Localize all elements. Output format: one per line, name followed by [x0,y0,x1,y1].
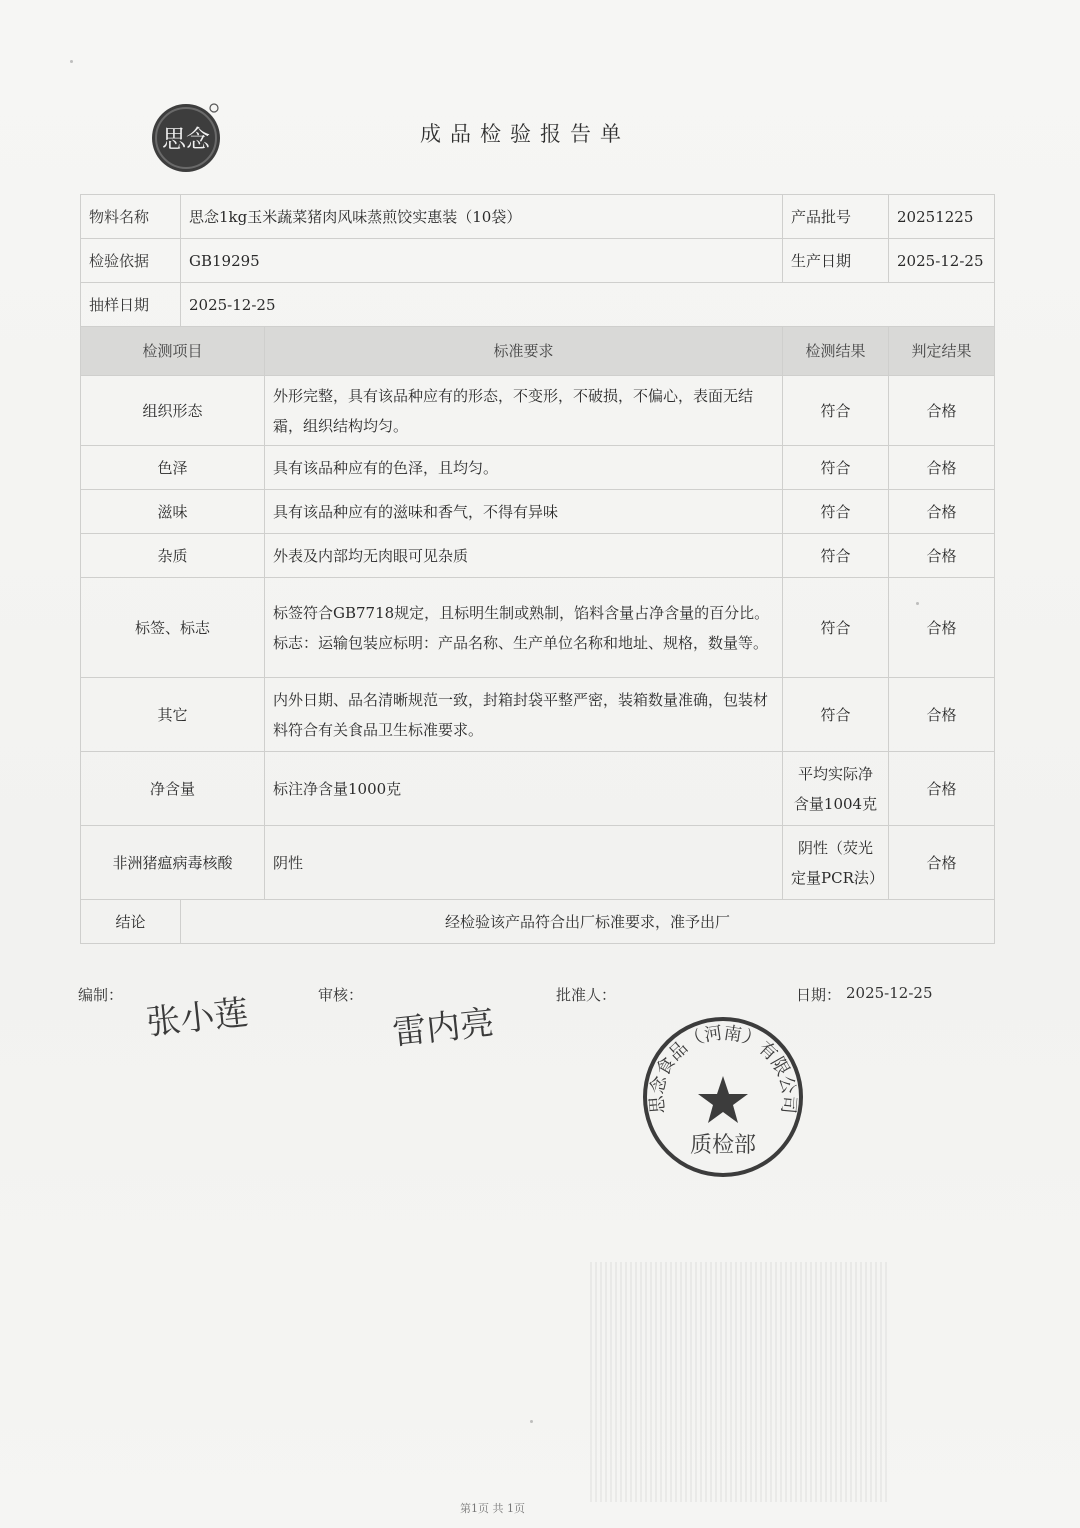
row-result: 符合 [783,376,889,446]
row-standard: 具有该品种应有的色泽，且均匀。 [265,446,783,490]
seal-company-text: 思念食品（河南）有限公司 [646,1022,800,1115]
row-standard: 外形完整，具有该品种应有的形态，不变形，不破损，不偏心，表面无结霜，组织结构均匀。 [265,376,783,446]
page-number: 第1页 共 1页 [460,1502,525,1515]
material-name-label: 物料名称 [81,195,181,239]
row-standard: 具有该品种应有的滋味和香气，不得有异味 [265,490,783,534]
table-row [81,752,995,826]
row-result: 符合 [783,678,889,752]
row-judgement: 合格 [889,534,995,578]
column-header-item: 检测项目 [81,327,265,376]
row-result: 符合 [783,490,889,534]
table-row [81,446,995,490]
row-standard: 标签符合GB7718规定，且标明生制或熟制，馅料含量占净含量的百分比。标志：运输包装应标明：产品名称、生产单位名称和地址、规格，数量等。 [265,578,783,678]
date-label: 日期： [796,986,842,1004]
company-seal [640,1014,806,1180]
scan-speck [70,60,73,63]
star-icon [698,1076,748,1123]
conclusion-text: 经检验该产品符合出厂标准要求，准予出厂 [181,900,995,944]
production-date-value: 2025-12-25 [889,239,995,283]
table-row [81,826,995,900]
table-row [81,578,995,678]
logo-text: 思念 [162,125,210,153]
prepared-signature: 张小莲 [144,992,251,1044]
sampling-date-value: 2025-12-25 [181,283,995,327]
row-standard: 阴性 [265,826,783,900]
row-item: 其它 [81,678,265,752]
row-standard: 内外日期、品名清晰规范一致，封箱封袋平整严密，装箱数量准确，包装材料符合有关食品卫生标准要求。 [265,678,783,752]
row-item: 滋味 [81,490,265,534]
review-signature: 雷内亮 [390,1002,497,1054]
approver-label: 批准人： [556,986,617,1004]
document-title: 成品检验报告单 [420,122,630,146]
table-row [81,490,995,534]
row-judgement: 合格 [889,678,995,752]
row-item: 组织形态 [81,376,265,446]
row-judgement: 合格 [889,826,995,900]
row-judgement: 合格 [889,752,995,826]
prepared-label: 编制： [78,986,124,1004]
column-header-judgement: 判定结果 [889,327,995,376]
row-result: 符合 [783,446,889,490]
row-judgement: 合格 [889,578,995,678]
scan-speck [530,1420,533,1423]
date-value: 2025-12-25 [846,984,933,1002]
sampling-date-label: 抽样日期 [81,283,181,327]
batch-label: 产品批号 [783,195,889,239]
row-result: 符合 [783,578,889,678]
row-result: 符合 [783,534,889,578]
row-item: 杂质 [81,534,265,578]
column-header-result: 检测结果 [783,327,889,376]
scan-speck [916,602,919,605]
conclusion-label: 结论 [81,900,181,944]
row-judgement: 合格 [889,446,995,490]
row-standard: 外表及内部均无肉眼可见杂质 [265,534,783,578]
inspection-table [80,194,995,944]
row-item: 净含量 [81,752,265,826]
row-judgement: 合格 [889,490,995,534]
basis-label: 检验依据 [81,239,181,283]
production-date-label: 生产日期 [783,239,889,283]
table-row [81,534,995,578]
column-header-standard: 标准要求 [265,327,783,376]
brand-logo-icon [148,98,226,176]
brand-logo [148,98,226,176]
row-item: 色泽 [81,446,265,490]
material-name-value: 思念1kg玉米蔬菜猪肉风味蒸煎饺实惠装（10袋） [181,195,783,239]
row-result: 平均实际净含量1004克 [783,752,889,826]
row-result: 阴性（荧光定量PCR法） [783,826,889,900]
table-row [81,376,995,446]
seal-department: 质检部 [689,1133,757,1158]
row-item: 非洲猪瘟病毒核酸 [81,826,265,900]
batch-value: 20251225 [889,195,995,239]
row-item: 标签、标志 [81,578,265,678]
scan-noise [590,1262,890,1502]
basis-value: GB19295 [181,239,783,283]
table-row [81,678,995,752]
row-standard: 标注净含量1000克 [265,752,783,826]
row-judgement: 合格 [889,376,995,446]
review-label: 审核： [318,986,364,1004]
